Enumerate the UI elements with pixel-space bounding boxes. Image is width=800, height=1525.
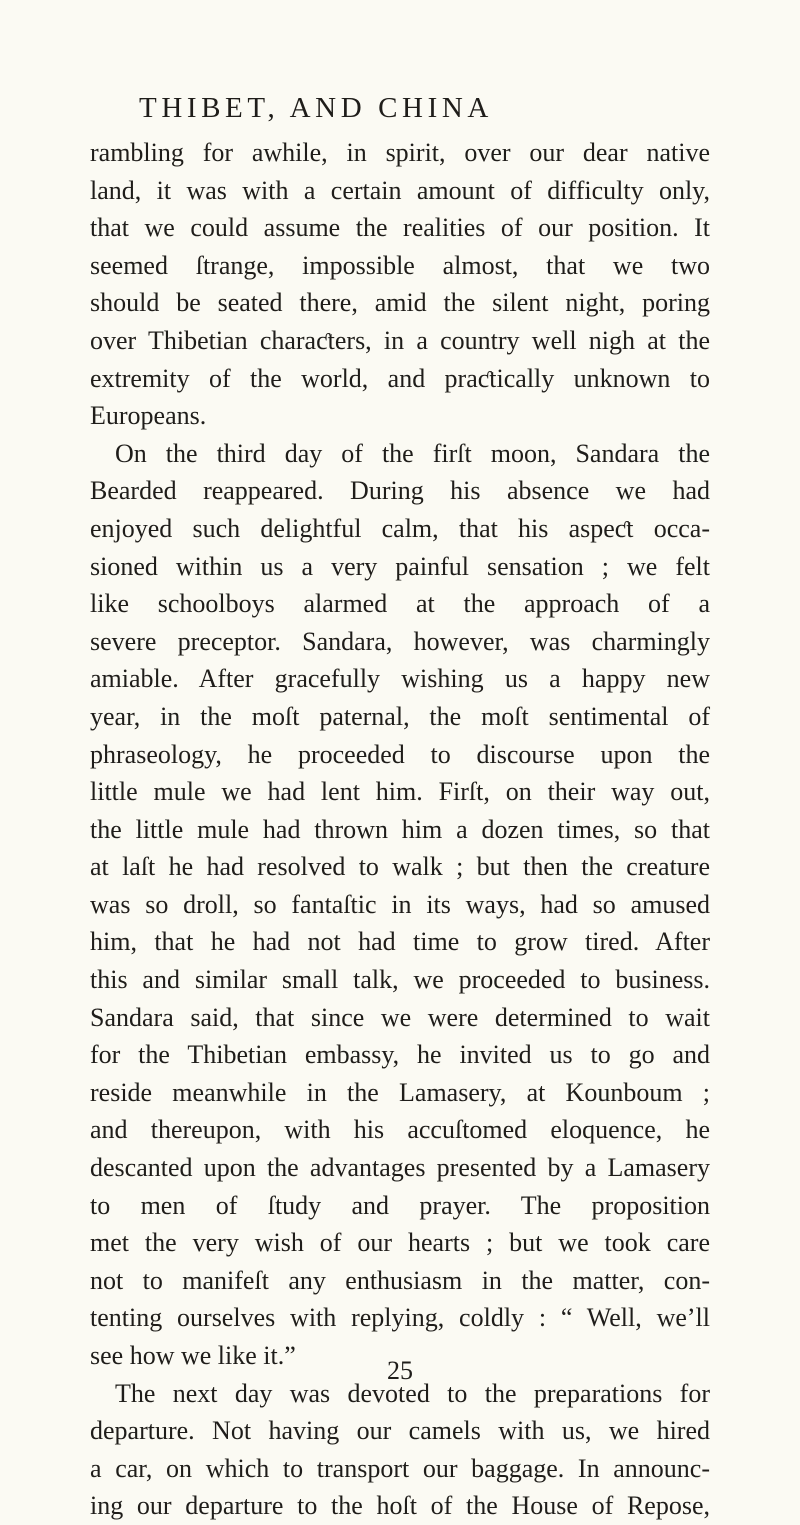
text-line: Sandara said, that since we were determined to wait bbox=[90, 1002, 710, 1032]
text-line: land, it was with a certain amount of difficulty only, bbox=[90, 175, 710, 205]
text-line: amiable. After gracefully wishing us a happy new bbox=[90, 664, 710, 694]
text-line: that we could assume the realities of our position. It bbox=[90, 213, 710, 243]
running-title: THIBET, AND CHINA bbox=[139, 92, 493, 124]
text-line: like schoolboys alarmed at the approach of a bbox=[90, 589, 710, 619]
text-line: at laſt he had resolved to walk ; but then the creature bbox=[90, 852, 710, 882]
text-line: rambling for awhile, in spirit, over our dear native bbox=[90, 138, 710, 167]
text-line: and thereupon, with his accuſtomed eloquence, he bbox=[90, 1115, 710, 1145]
text-line: descanted upon the advantages presented by a Lamasery bbox=[90, 1153, 710, 1183]
text-line: for the Thibetian embassy, he invited us to go and bbox=[90, 1040, 710, 1070]
text-line: The next day was devoted to the preparations for bbox=[115, 1378, 710, 1408]
text-line: to men of ſtudy and prayer. The proposition bbox=[90, 1190, 710, 1220]
text-line: Europeans. bbox=[90, 401, 207, 431]
text-line: see how we like it.” bbox=[90, 1341, 296, 1370]
text-line: was so droll, so fantaſtic in its ways, had so amused bbox=[90, 889, 710, 919]
text-line: this and similar small talk, we proceeded to business. bbox=[90, 965, 710, 995]
page-number: 25 bbox=[387, 1356, 413, 1385]
text-line: not to manifeſt any enthusiasm in the matter, con- bbox=[90, 1265, 710, 1295]
text-line: phraseology, he proceeded to discourse upon the bbox=[90, 739, 710, 769]
text-line: should be seated there, amid the silent night, poring bbox=[90, 288, 710, 318]
text-line: year, in the moſt paternal, the moſt sentimental of bbox=[90, 701, 710, 731]
text-line: seemed ſtrange, impossible almost, that we two bbox=[90, 250, 710, 280]
text-line: sioned within us a very painful sensation ; we felt bbox=[90, 551, 710, 581]
text-line: Bearded reappeared. During his absence we had bbox=[90, 476, 710, 506]
body-text bbox=[90, 134, 710, 1525]
text-line: met the very wish of our hearts ; but we took care bbox=[90, 1228, 710, 1258]
text-line: extremity of the world, and praƈtically unknown to bbox=[90, 363, 710, 393]
text-line: On the third day of the firſt moon, Sandara the bbox=[115, 438, 710, 468]
text-line: a car, on which to transport our baggage. In announc- bbox=[90, 1453, 710, 1483]
text-line: ing our departure to the hoſt of the House of Repose, bbox=[90, 1491, 710, 1521]
text-line: tenting ourselves with replying, coldly : “ Well, we’ll bbox=[90, 1303, 710, 1333]
text-line: enjoyed such delightful calm, that his aspeƈt occa- bbox=[90, 513, 710, 543]
text-line: departure. Not having our camels with us, we hired bbox=[90, 1416, 710, 1446]
text-line: little mule we had lent him. Firſt, on their way out, bbox=[90, 777, 710, 807]
text-line: severe preceptor. Sandara, however, was charmingly bbox=[90, 626, 710, 656]
text-line: over Thibetian charaƈters, in a country well nigh at the bbox=[90, 325, 710, 355]
text-line: the little mule had thrown him a dozen times, so that bbox=[90, 814, 710, 844]
text-line: reside meanwhile in the Lamasery, at Kounboum ; bbox=[90, 1077, 710, 1107]
text-line: him, that he had not had time to grow tired. After bbox=[90, 927, 710, 957]
